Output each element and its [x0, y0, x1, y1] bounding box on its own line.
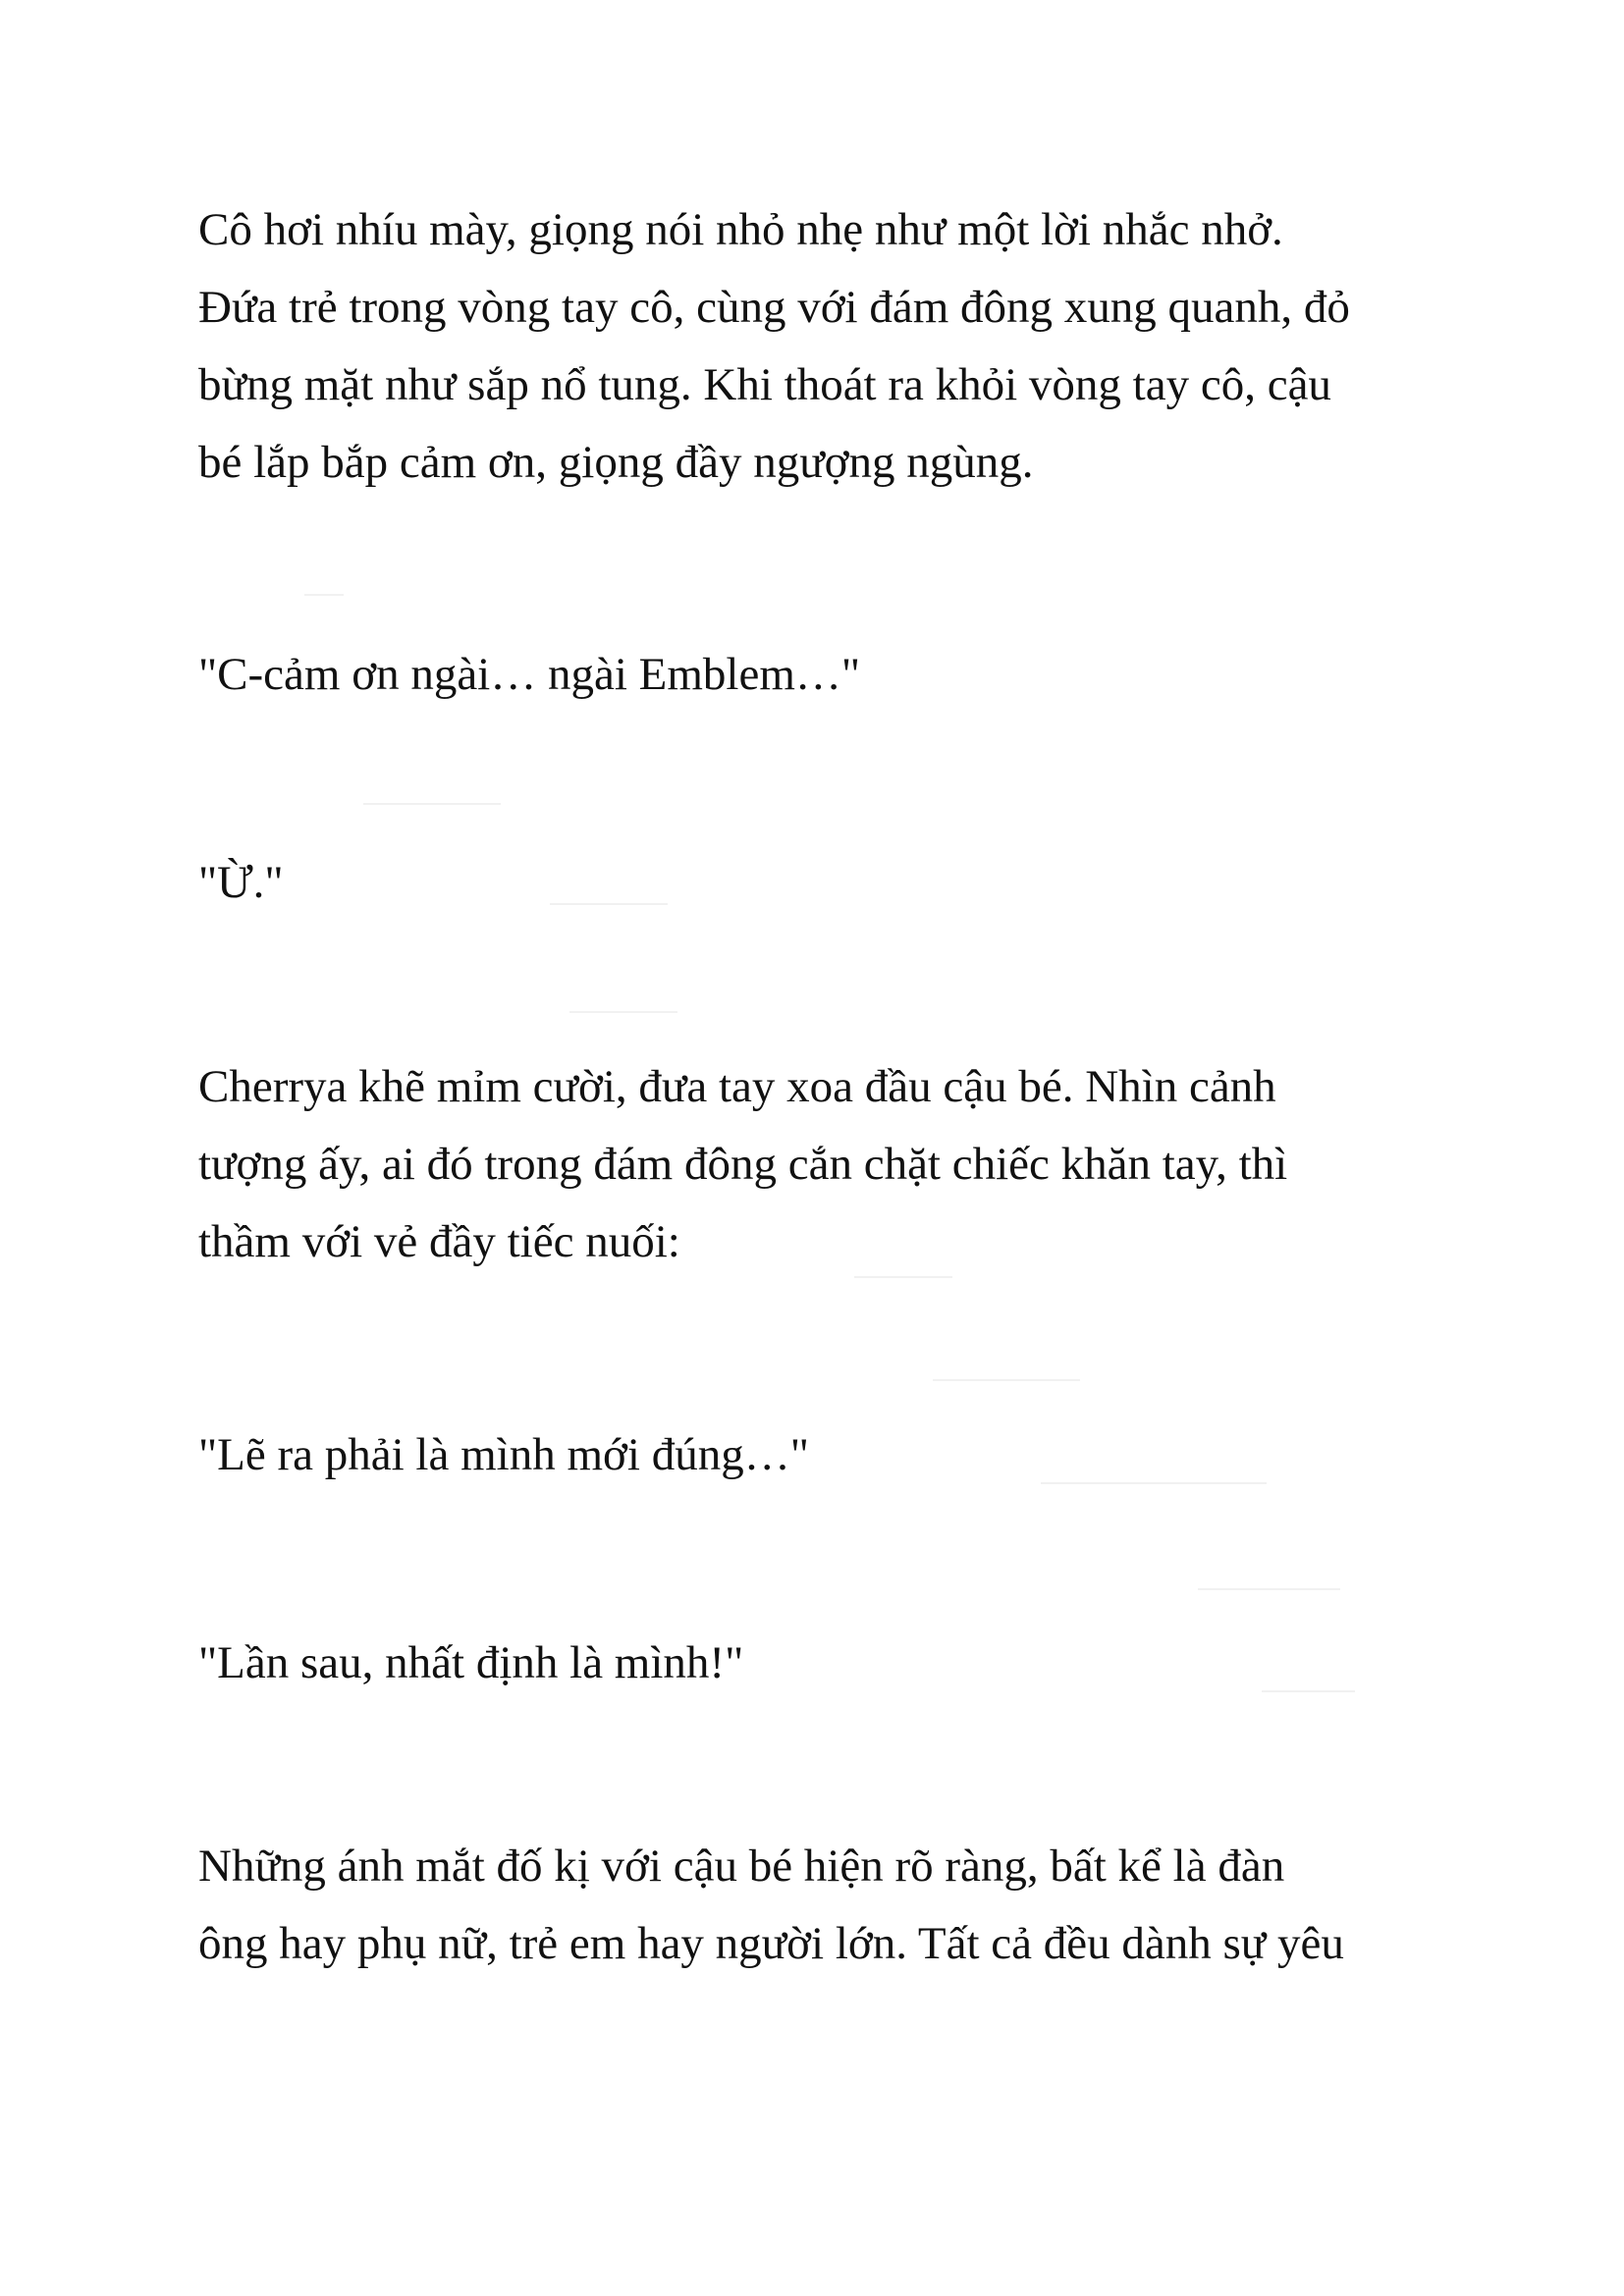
- scan-artifact: [1198, 1588, 1340, 1590]
- paragraph-line: tượng ấy, ai đó trong đám đông cắn chặt chiếc khăn tay, thì: [198, 1139, 1288, 1190]
- paragraph-line: Cô hơi nhíu mày, giọng nói nhỏ nhẹ như một lời nhắc nhở.: [198, 204, 1283, 255]
- scan-artifact: [1041, 1482, 1267, 1484]
- paragraph-line: "C-cảm ơn ngài… ngài Emblem…": [198, 649, 861, 700]
- paragraph-line: Đứa trẻ trong vòng tay cô, cùng với đám đông xung quanh, đỏ: [198, 282, 1350, 333]
- paragraph-line: ông hay phụ nữ, trẻ em hay người lớn. Tất cả đều dành sự yêu: [198, 1918, 1344, 1969]
- scan-artifact: [933, 1379, 1080, 1381]
- scan-artifact: [569, 1011, 677, 1013]
- paragraph-line: Những ánh mắt đố kị với cậu bé hiện rõ ràng, bất kể là đàn: [198, 1841, 1285, 1892]
- dialogue-thanks: [198, 636, 1475, 714]
- paragraph-2: [198, 1048, 1475, 1281]
- dialogue-regret: [198, 1416, 1475, 1494]
- paragraph-line: "Lẽ ra phải là mình mới đúng…": [198, 1429, 809, 1480]
- paragraph-line: "Lần sau, nhất định là mình!": [198, 1637, 744, 1688]
- scan-artifact: [854, 1276, 952, 1278]
- paragraph-1: [198, 191, 1475, 502]
- paragraph-3: [198, 1828, 1475, 1983]
- scan-artifact: [1262, 1690, 1355, 1692]
- paragraph-line: bé lắp bắp cảm ơn, giọng đầy ngượng ngùng.: [198, 437, 1034, 488]
- paragraph-line: Cherrya khẽ mỉm cười, đưa tay xoa đầu cậu bé. Nhìn cảnh: [198, 1061, 1276, 1112]
- dialogue-reply: [198, 844, 1475, 922]
- scan-artifact: [550, 903, 668, 905]
- paragraph-line: bừng mặt như sắp nổ tung. Khi thoát ra khỏi vòng tay cô, cậu: [198, 359, 1331, 410]
- scan-artifact: [363, 803, 501, 805]
- paragraph-line: "Ừ.": [198, 857, 284, 908]
- paragraph-line: thầm với vẻ đầy tiếc nuối:: [198, 1216, 680, 1267]
- scan-artifact: [304, 594, 344, 596]
